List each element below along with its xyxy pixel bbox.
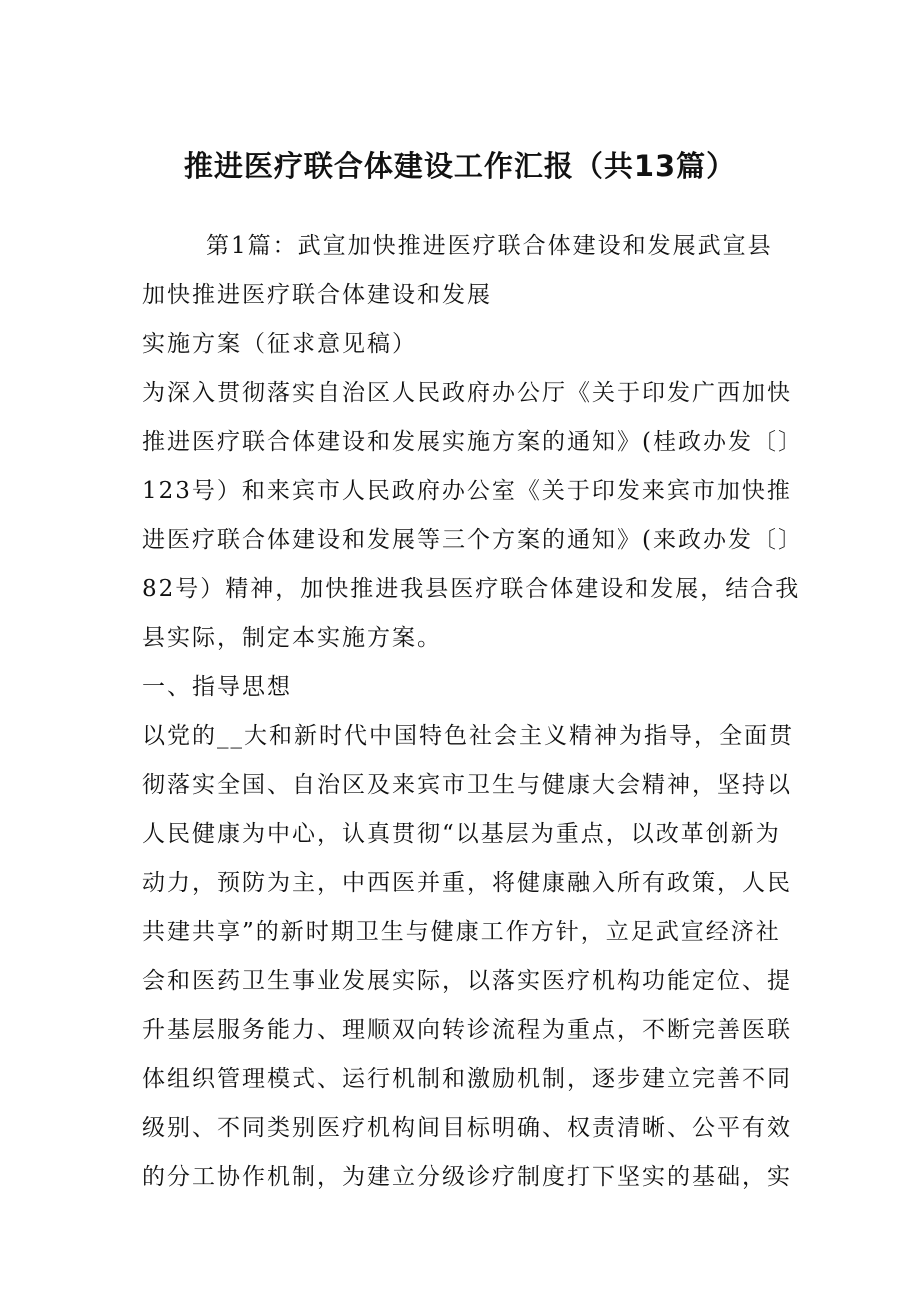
document-body (142, 222, 803, 1202)
paragraph-line: 体组织管理模式、运行机制和激励机制，逐步建立完善不同 (142, 1066, 792, 1092)
paragraph-line: 以党的__大和新时代中国特色社会主义精神为指导，全面贯 (142, 723, 794, 749)
paragraph-line: 级别、不同类别医疗机构间目标明确、权责清晰、公平有效 (142, 1115, 792, 1141)
paragraph-line: 彻落实全国、自治区及来宾市卫生与健康大会精神，坚持以 (142, 772, 792, 798)
paragraph-line: 82号）精神，加快推进我县医疗联合体建设和发展，结合我 (142, 576, 801, 602)
document-title: 推进医疗联合体建设工作汇报（共13篇） (183, 149, 737, 183)
paragraph-line: 人民健康为中心，认真贯彻“以基层为重点，以改革创新为 (142, 821, 781, 847)
paragraph-line: 为深入贯彻落实自治区人民政府办公厅《关于印发广西加快 (142, 380, 792, 406)
section-heading: 一、指导思想 (142, 674, 292, 700)
paragraph-line: 123号）和来宾市人民政府办公室《关于印发来宾市加快推 (142, 478, 792, 504)
paragraph-line: 动力，预防为主，中西医并重，将健康融入所有政策，人民 (142, 870, 792, 896)
paragraph-line: 会和医药卫生事业发展实际，以落实医疗机构功能定位、提 (142, 968, 792, 994)
plan-subtitle: 实施方案（征求意见稿） (142, 331, 417, 357)
paragraph-line: 升基层服务能力、理顺双向转诊流程为重点，不断完善医联 (142, 1017, 792, 1043)
paragraph-line: 的分工协作机制，为建立分级诊疗制度打下坚实的基础，实 (142, 1164, 792, 1190)
paragraph-line: 推进医疗联合体建设和发展实施方案的通知》(桂政办发〔〕 (142, 429, 803, 455)
paragraph-line: 共建共享”的新时期卫生与健康工作方针，立足武宣经济社 (142, 919, 781, 945)
paragraph-line: 县实际，制定本实施方案。 (142, 625, 442, 651)
chapter-heading-line-1: 第1篇：武宣加快推进医疗联合体建设和发展武宣县 (206, 233, 773, 259)
chapter-heading-line-2: 加快推进医疗联合体建设和发展 (142, 282, 492, 308)
paragraph-line: 进医疗联合体建设和发展等三个方案的通知》(来政办发〔〕 (142, 527, 803, 553)
